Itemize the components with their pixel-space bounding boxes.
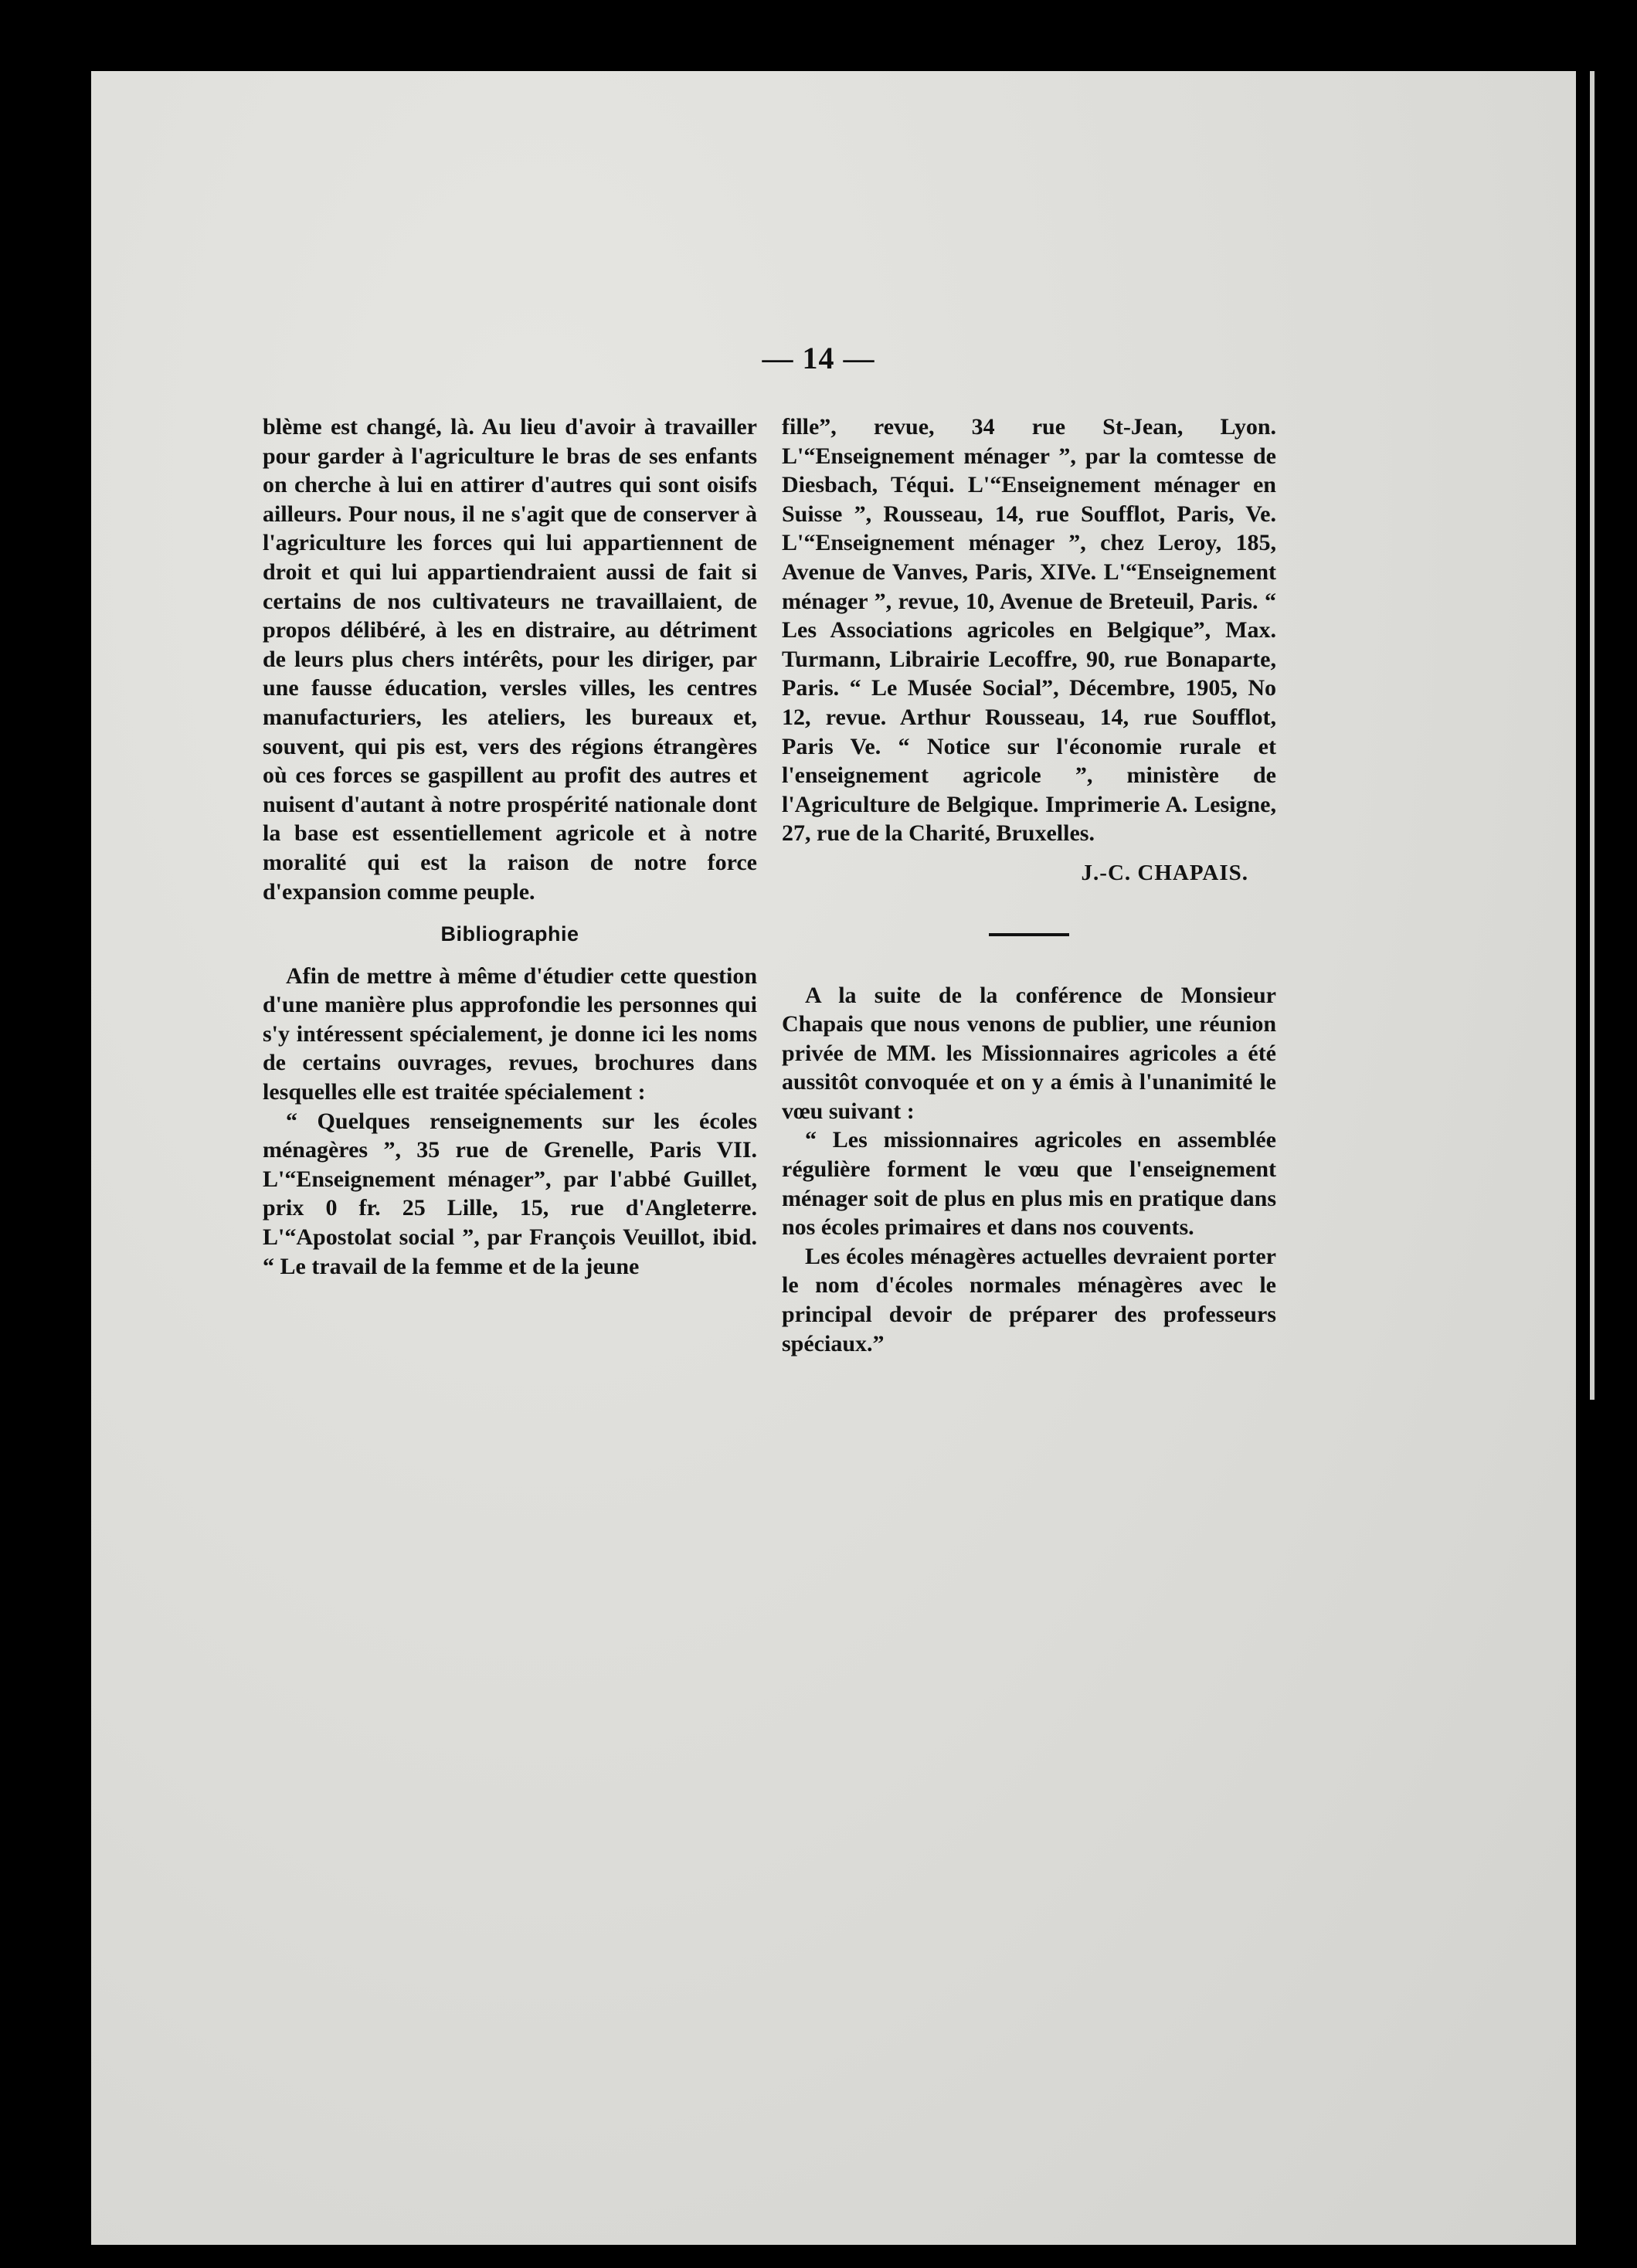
right-paragraph-4: Les écoles ménagères actuelles devraient porter le nom d'écoles normales ménagères avec le principal devoir de préparer des professeurs spéciaux.” [782,1243,1276,1356]
left-column [263,413,757,1281]
right-column [782,413,1276,1358]
right-paragraph-3: “ Les missionnaires agricoles en assemblée régulière forment le vœu que l'enseignement ménager soit de plus en plus mis en pratique dans nos écoles primaires et dans nos couvents. [782,1127,1276,1241]
bibliography-heading: Bibliographie [440,922,579,946]
left-paragraph-1: blème est changé, là. Au lieu d'avoir à travailler pour garder à l'agriculture le bras de ses enfants on cherche à lui en attirer d'autres qui sont oisifs ailleurs. Pour nous, il ne s'agit que de conserver à l'agriculture les forces qui lui appartiennent de droit et qui lui appartiendraient aussi de fait si certains de nos cultivateurs ne travaillaient, de propos délibéré, à les en distraire, au détriment de leurs plus chers intérêts, pour les diriger, par une fausse éducation, versles villes, les centres manufacturiers, les ateliers, les bureaux et, souvent, qui pis est, vers des régions étrangères où ces forces se gaspillent au profit des autres et nuisent d'autant à notre prospérité nationale dont la base est essentiellement agricole et à notre moralité qui est la raison de notre force d'expansion comme peuple. [263,414,757,905]
section-divider [989,933,1069,936]
page-edge [1590,71,1595,1400]
page-number: — 14 — [762,341,875,375]
author-signature: J.-C. CHAPAIS. [1081,860,1248,885]
right-paragraph-2: A la suite de la conférence de Monsieur Chapais que nous venons de publier, une réunion privée de MM. les Missionnaires agricoles a été aussitôt convoquée et on y a émis à l'unanimité le vœu suivant : [782,982,1276,1124]
left-paragraph-3: “ Quelques renseignements sur les écoles ménagères ”, 35 rue de Grenelle, Paris VII. L'“Enseignement ménager”, par l'abbé Guillet, prix 0 fr. 25 Lille, 15, rue d'Angleterre. L'“Apostolat social ”, par François Veuillot, ibid. “ Le travail de la femme et de la jeune [263,1108,757,1279]
left-paragraph-2: Afin de mettre à même d'étudier cette question d'une manière plus approfondie les personnes qui s'y intéressent spécialement, je donne ici les noms de certains ouvrages, revues, brochures dans lesquelles elle est traitée spécialement : [263,963,757,1105]
right-paragraph-1: fille”, revue, 34 rue St-Jean, Lyon. L'“Enseignement ménager ”, par la comtesse de Diesbach, Téqui. L'“Enseignement ménager en Suisse ”, Rousseau, 14, rue Soufflot, Paris, Ve. L'“Enseignement ménager ”, chez Leroy, 185, Avenue de Vanves, Paris, XIVe. L'“Enseignement ménager ”, revue, 10, Avenue de Breteuil, Paris. “ Les Associations agricoles en Belgique”, Max. Turmann, Librairie Lecoffre, 90, rue Bonaparte, Paris. “ Le Musée Social”, Décembre, 1905, No 12, revue. Arthur Rousseau, 14, rue Soufflot, Paris Ve. “ Notice sur l'économie rurale et l'enseignement agricole ”, ministère de l'Agriculture de Belgique. Imprimerie A. Lesigne, 27, rue de la Charité, Bruxelles. [782,414,1276,847]
